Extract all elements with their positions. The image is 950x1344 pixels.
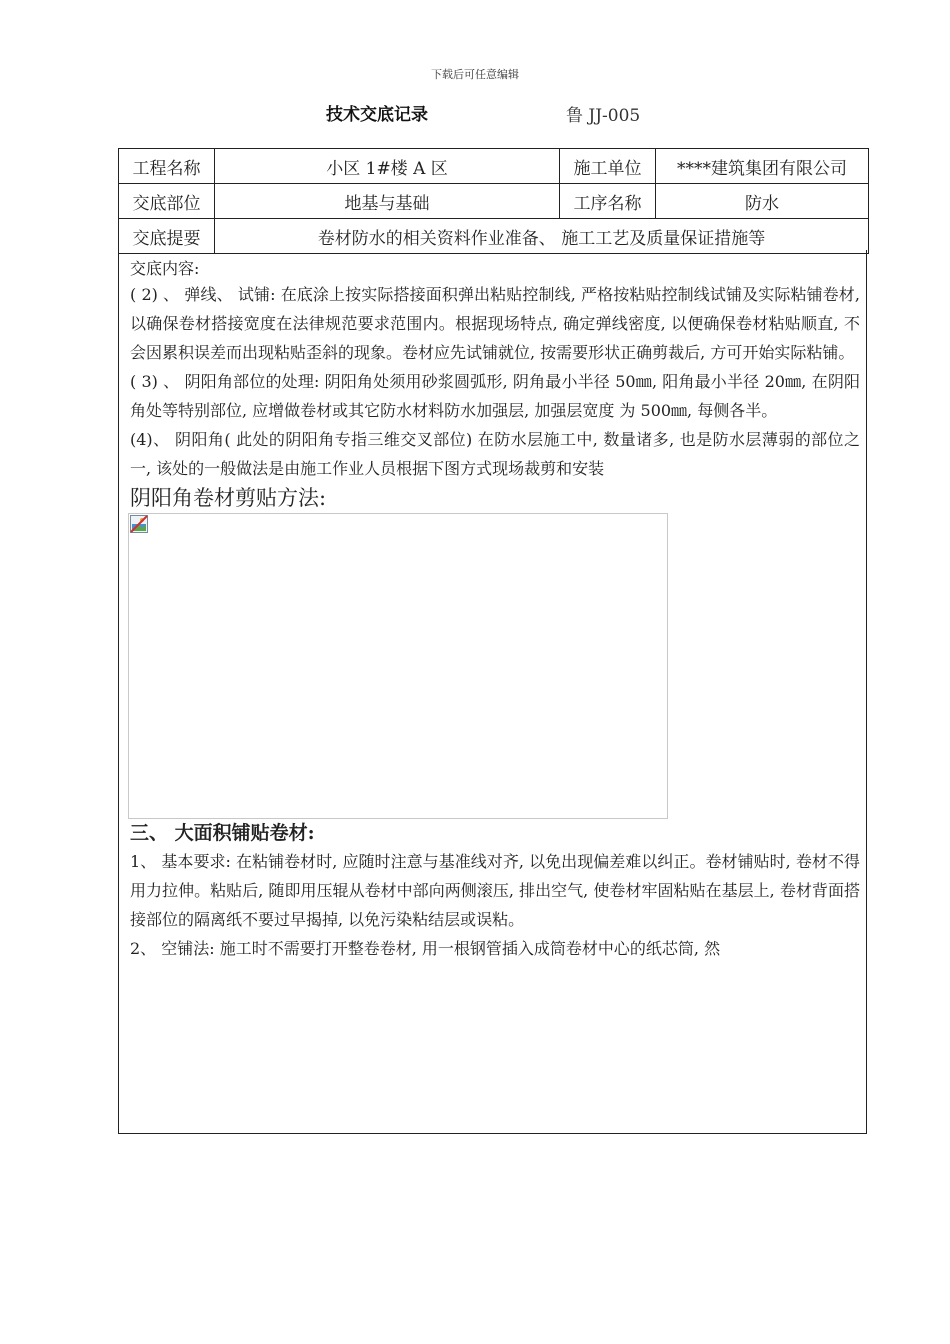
page-note: 下载后可任意编辑 xyxy=(431,68,519,81)
process-label: 工序名称 xyxy=(560,184,656,219)
content-label: 交底内容: xyxy=(130,259,200,278)
part-value: 地基与基础 xyxy=(215,184,560,219)
table-row xyxy=(119,219,869,254)
project-value: 小区 1#楼 A 区 xyxy=(215,149,560,184)
table-row xyxy=(119,149,869,184)
paragraph-4: (4)、 阴阳角( 此处的阴阳角专指三维交叉部位) 在防水层施工中, 数量诸多, 也是防水层薄弱的部位之一, 该处的一般做法是由施工作业人员根据下图方式现场裁剪和安装 xyxy=(130,430,860,478)
paragraph-2: ( 2) 、 弹线、 试铺: 在底涂上按实际搭接面积弹出粘贴控制线, 严格按粘贴控制线试铺及实际粘铺卷材, 以确保卷材搭接宽度在法律规范要求范围内。根据现场特点, 确定弹线密度, 以便确保卷材粘贴顺直, 不会因累积误差而出现粘贴歪斜的现象。卷材应先试铺就位, 按需要形状正确剪裁后, 方可开始实际粘铺。 xyxy=(130,285,860,362)
form-code: 鲁 JJ-005 xyxy=(566,106,641,126)
document-title: 技术交底记录 xyxy=(326,105,428,125)
paragraph-3: ( 3) 、 阴阳角部位的处理: 阴阳角处须用砂浆圆弧形, 阴角最小半径 50㎜, 阳角最小半径 20㎜, 在阴阳角处等特别部位, 应增做卷材或其它防水材料防水加强层, 加强层宽度 为 500㎜, 每侧各半。 xyxy=(130,372,860,420)
unit-label: 施工单位 xyxy=(560,149,656,184)
summary-label: 交底提要 xyxy=(119,219,215,254)
header-table xyxy=(118,148,869,254)
section-3-title: 三、 大面积铺贴卷材: xyxy=(130,822,315,844)
broken-image-icon xyxy=(130,515,148,533)
image-placeholder xyxy=(128,513,668,819)
table-row xyxy=(119,184,869,219)
unit-value: ****建筑集团有限公司 xyxy=(656,149,869,184)
summary-value: 卷材防水的相关资料作业准备、 施工工艺及质量保证措施等 xyxy=(215,219,869,254)
figure-heading: 阴阳角卷材剪贴方法: xyxy=(130,486,327,510)
part-label: 交底部位 xyxy=(119,184,215,219)
item-1: 1、 基本要求: 在粘铺卷材时, 应随时注意与基准线对齐, 以免出现偏差难以纠正。卷材铺贴时, 卷材不得用力拉伸。粘贴后, 随即用压辊从卷材中部向两侧滚压, 排出空气, 使卷材牢固粘贴在基层上, 卷材背面搭接部位的隔离纸不要过早揭掉, 以免污染粘结层或误粘。 xyxy=(130,852,860,929)
content-box xyxy=(118,250,867,1134)
project-label: 工程名称 xyxy=(119,149,215,184)
content-body xyxy=(130,258,860,963)
process-value: 防水 xyxy=(656,184,869,219)
item-2: 2、 空铺法: 施工时不需要打开整卷卷材, 用一根钢管插入成筒卷材中心的纸芯筒, 然 xyxy=(130,939,721,958)
